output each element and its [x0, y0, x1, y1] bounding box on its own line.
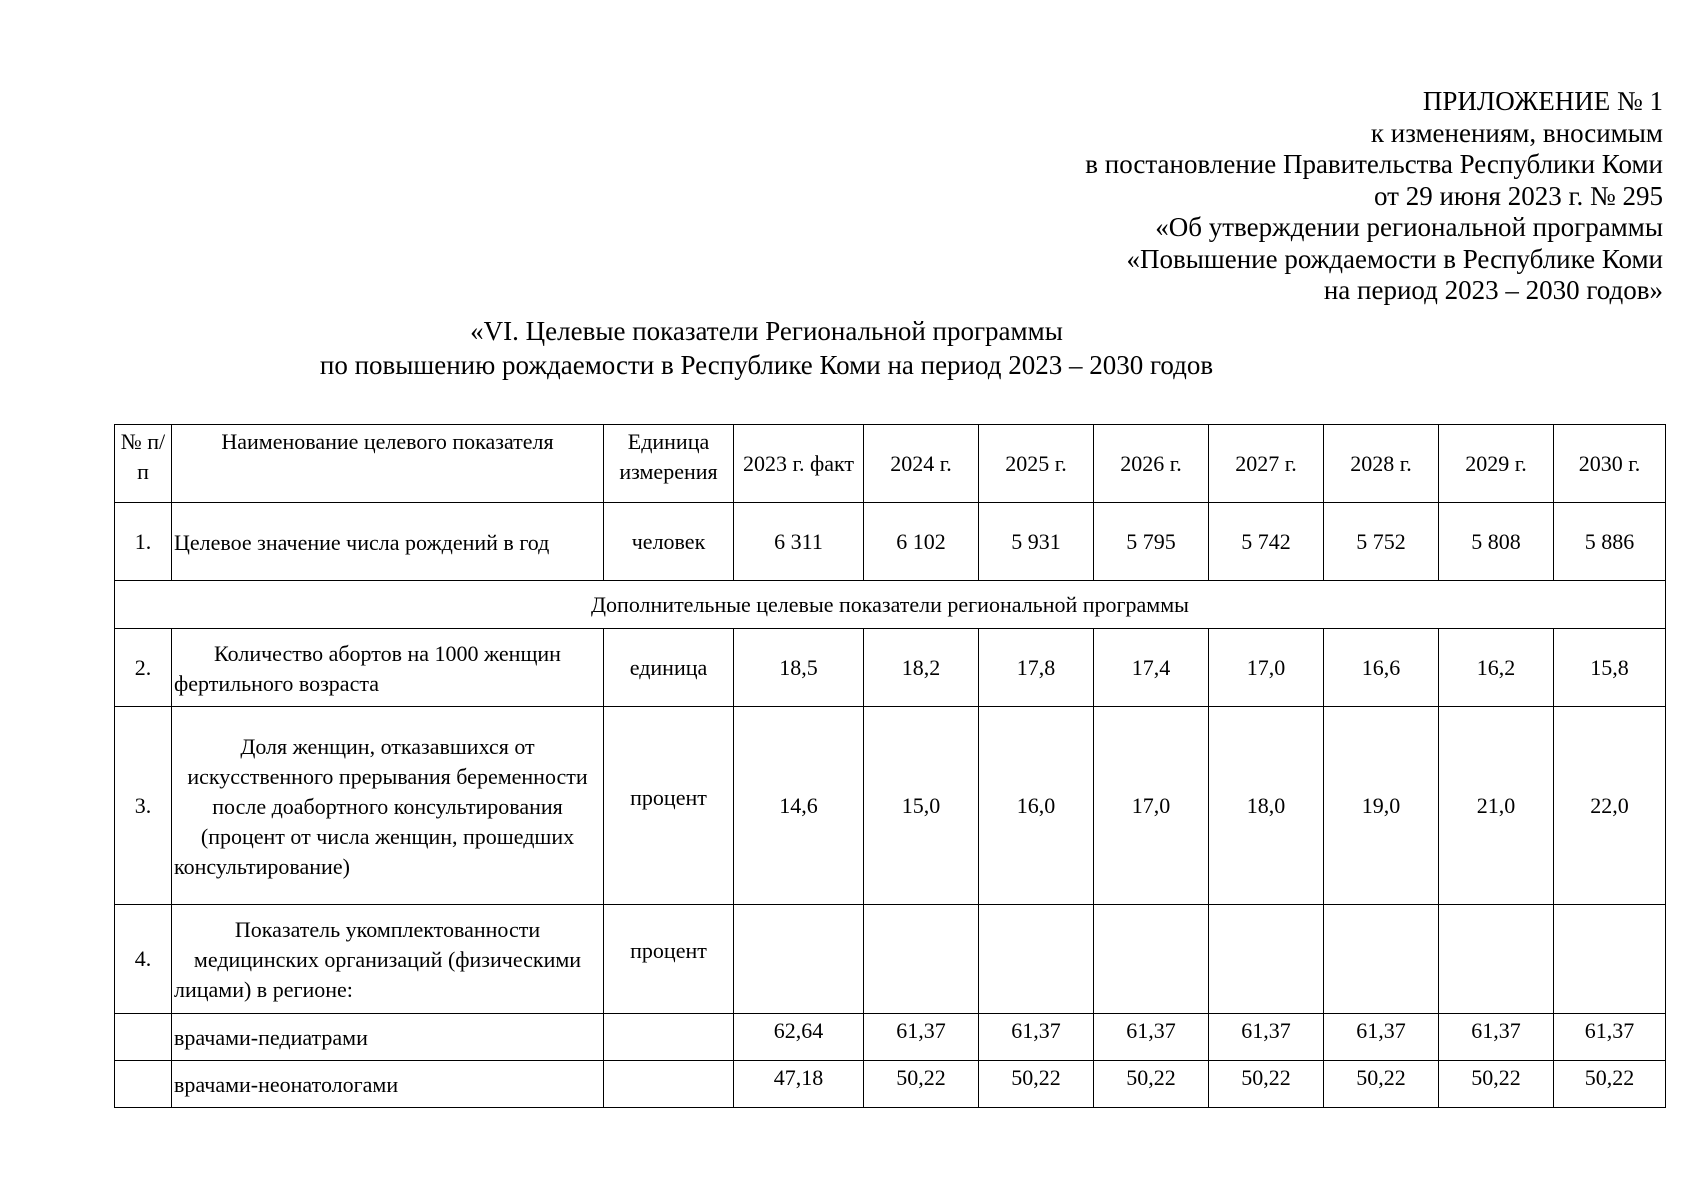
- row-number: 1.: [115, 503, 172, 581]
- value-cell: 5 752: [1324, 503, 1439, 581]
- value-cell: 17,8: [979, 629, 1094, 707]
- empty-cell: [604, 1014, 734, 1061]
- section-title-line-2: по повышению рождаемости в Республике Коми на период 2023 – 2030 годов: [319, 350, 1214, 380]
- value-cell: 61,37: [1094, 1014, 1209, 1061]
- empty-cell: [604, 1061, 734, 1108]
- table-header-row: [115, 425, 1666, 503]
- header-name: Наименование целевого показателя: [172, 425, 604, 503]
- value-cell: 15,8: [1554, 629, 1666, 707]
- value-cell: 6 102: [864, 503, 979, 581]
- section-row: [115, 581, 1666, 629]
- section-heading: Дополнительные целевые показатели региональной программы: [115, 581, 1666, 629]
- indicator-unit: процент: [604, 707, 734, 905]
- header-year: 2028 г.: [1324, 425, 1439, 503]
- value-cell: 15,0: [864, 707, 979, 905]
- table-row: [115, 1061, 1666, 1108]
- value-cell: 18,5: [734, 629, 864, 707]
- appendix-line: на период 2023 – 2030 годов»: [1323, 275, 1663, 305]
- empty-cell: [115, 1014, 172, 1061]
- value-cell: 50,22: [1209, 1061, 1324, 1108]
- indicator-name: Целевое значение числа рождений в год: [172, 503, 604, 581]
- empty-cell: [115, 1061, 172, 1108]
- header-year: 2030 г.: [1554, 425, 1666, 503]
- value-cell: 50,22: [1324, 1061, 1439, 1108]
- header-year: 2026 г.: [1094, 425, 1209, 503]
- indicator-unit: процент: [604, 905, 734, 1014]
- header-year: 2025 г.: [979, 425, 1094, 503]
- header-unit: Единица измерения: [604, 425, 734, 503]
- value-cell: 17,4: [1094, 629, 1209, 707]
- indicator-name: врачами-педиатрами: [172, 1014, 604, 1061]
- value-cell: 18,2: [864, 629, 979, 707]
- table-row: [115, 905, 1666, 1014]
- indicator-name: врачами-неонатологами: [172, 1061, 604, 1108]
- table-row: [115, 629, 1666, 707]
- appendix-line: в постановление Правительства Республики Коми: [1085, 149, 1663, 179]
- header-year: 2024 г.: [864, 425, 979, 503]
- table-row: [115, 503, 1666, 581]
- table-row: [115, 1014, 1666, 1061]
- row-number: 3.: [115, 707, 172, 905]
- indicator-unit: человек: [604, 503, 734, 581]
- value-cell: 21,0: [1439, 707, 1554, 905]
- value-cell: 16,0: [979, 707, 1094, 905]
- value-cell: 18,0: [1209, 707, 1324, 905]
- value-cell: 5 795: [1094, 503, 1209, 581]
- indicator-name: Показатель укомплектованности медицинских организаций (физическими лицами) в регионе:: [172, 905, 604, 1014]
- value-cell: 61,37: [979, 1014, 1094, 1061]
- indicator-name: Количество абортов на 1000 женщин фертильного возраста: [172, 629, 604, 707]
- value-cell: 5 742: [1209, 503, 1324, 581]
- header-num: № п/п: [115, 425, 172, 503]
- empty-cell: [734, 905, 864, 1014]
- value-cell: 5 931: [979, 503, 1094, 581]
- empty-cell: [864, 905, 979, 1014]
- value-cell: 16,2: [1439, 629, 1554, 707]
- appendix-line: от 29 июня 2023 г. № 295: [1374, 180, 1663, 211]
- value-cell: 16,6: [1324, 629, 1439, 707]
- section-title-line-1: «VI. Целевые показатели Региональной программы: [470, 316, 1063, 346]
- value-cell: 19,0: [1324, 707, 1439, 905]
- table-row: [115, 707, 1666, 905]
- value-cell: 61,37: [864, 1014, 979, 1061]
- value-cell: 14,6: [734, 707, 864, 905]
- header-year: 2027 г.: [1209, 425, 1324, 503]
- value-cell: 61,37: [1439, 1014, 1554, 1061]
- empty-cell: [1209, 905, 1324, 1014]
- value-cell: 50,22: [864, 1061, 979, 1108]
- header-year: 2023 г. факт: [734, 425, 864, 503]
- value-cell: 50,22: [979, 1061, 1094, 1108]
- value-cell: 5 808: [1439, 503, 1554, 581]
- value-cell: 22,0: [1554, 707, 1666, 905]
- empty-cell: [1439, 905, 1554, 1014]
- empty-cell: [1554, 905, 1666, 1014]
- value-cell: 47,18: [734, 1061, 864, 1108]
- value-cell: 61,37: [1324, 1014, 1439, 1061]
- indicator-name: Доля женщин, отказавшихся от искусственного прерывания беременности после доабортного консультирования (процент от числа женщин, прошедших консультирование): [172, 707, 604, 905]
- appendix-line: к изменениям, вносимым: [1370, 117, 1663, 148]
- value-cell: 6 311: [734, 503, 864, 581]
- appendix-line: «Повышение рождаемости в Республике Коми: [1126, 243, 1663, 274]
- row-number: 2.: [115, 629, 172, 707]
- empty-cell: [979, 905, 1094, 1014]
- appendix-line: «Об утверждении региональной программы: [1155, 212, 1663, 242]
- value-cell: 50,22: [1439, 1061, 1554, 1108]
- value-cell: 50,22: [1554, 1061, 1666, 1108]
- appendix-line: ПРИЛОЖЕНИЕ № 1: [1422, 86, 1663, 116]
- empty-cell: [1324, 905, 1439, 1014]
- header-year: 2029 г.: [1439, 425, 1554, 503]
- value-cell: 17,0: [1094, 707, 1209, 905]
- value-cell: 62,64: [734, 1014, 864, 1061]
- indicators-table: [114, 424, 1666, 1108]
- value-cell: 5 886: [1554, 503, 1666, 581]
- value-cell: 17,0: [1209, 629, 1324, 707]
- value-cell: 61,37: [1209, 1014, 1324, 1061]
- empty-cell: [1094, 905, 1209, 1014]
- indicator-unit: единица: [604, 629, 734, 707]
- value-cell: 50,22: [1094, 1061, 1209, 1108]
- appendix-header: [1085, 86, 1663, 307]
- section-title: [0, 314, 1615, 382]
- value-cell: 61,37: [1554, 1014, 1666, 1061]
- row-number: 4.: [115, 905, 172, 1014]
